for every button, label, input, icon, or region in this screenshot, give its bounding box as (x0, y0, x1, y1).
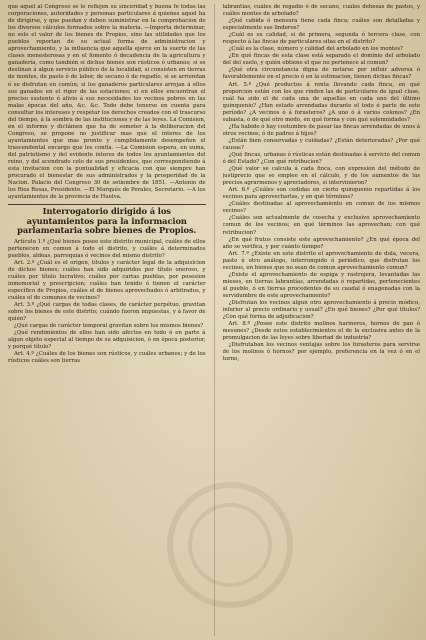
right-paragraph-7: Art. 5.º ¿Qué productos á renta llevando cada finca, en qué proporcion están con los que rinden las de particulares de igual clase, cuál ha sido el de cada una de aquellas en cada uno del último quinquenio? ¿Han estado arrendadas durante el todo ó parte de este período? ¿A vecinos ó á forasteros? ¿A uno ó á varios colonos? ¿En subasta, ó de qué otro modo, en qué forma y con qué solemnidades? (222, 81, 421, 123)
right-paragraph-11: ¿Qué valor se calcula á cada finca, con expresion del método de justiprecio que se emplee en el cálculo, y de los aumentos de las precios agrarmenos y apreciadores, si intervinieron? (222, 166, 421, 187)
right-paragraph-4: ¿Cuál es la clase, número y calidad del arbolado en los montes? (228, 46, 403, 53)
left-paragraph-3: Art. 2.º ¿Cuál es el origen, títulos y carácter legal de la adquisicion de dichos bienes; cuáles han sido adquiridos por título oneroso, y cuáles por título lucrativo; cuáles por cartas pueblas, por posesion inmemorial y prescripcion; cuáles han tenido ó tienen el carácter específico de Propios, cuáles el de bienes aprovechados ó arbitrados, y cuáles el de comunes de vecinos? (8, 259, 206, 301)
right-paragraph-9: ¿Están bien conservadas y cuidadas? ¿Están deterioradas? ¿Por qué causas? (222, 137, 421, 151)
left-paragraph-5: ¿Qué cargas de carácter temporal gravitan sobre los mismos bienes? (14, 323, 204, 330)
right-paragraph-14: ¿Cuáles son actualmente de cosecha y exclusivo aprovechamiento comun de los vecinos; en qué términos las aprovechan; con qué retribucion? (222, 215, 421, 236)
column-divider (214, 4, 215, 636)
right-paragraph-12: Art. 6.º ¿Cuáles son cedidas en cierto quinquenio repartidas á los vecinos para aprovecharlas, y en qué términos? (222, 187, 421, 201)
right-paragraph-17: ¿Existe el aprovechamiento de espiga y rastrojera, levantadas las mieses, en tierras labrantías, arrendadas ó repartidas, pertenecientes al pueblo, ó en tierras procedentes de su caudal ó enagenadas con la servidumbre de este aprovechamiento? (222, 271, 421, 299)
left-column (8, 4, 206, 636)
right-paragraph-15: ¿En qué frutos consiste este aprovechamiento? ¿En qué época del año se verifica, y por cuánto tiempo? (222, 236, 421, 250)
right-paragraph-10: ¿Qué fincas, urbanas ó rústicas están destinadas á servicio del comun ó del Estado? ¿Con qué retribucion? (222, 151, 421, 166)
page-columns (8, 4, 420, 636)
right-paragraph-1: labrantías, cuáles de regadío ó de secano, cuáles dehesas de pastos, y cuáles montes de arbolado? (222, 4, 421, 18)
left-paragraph-1: que aquel al Congreso se le reflejen su sinceridad y buena fe todas las corporaciones, autoridades y personas particulares á quienes aquel ha de dirigirse, y que puedan y deben suministrar en la comprobacion de los diversos cálculos formados sobre la materia. —Importa determinar, no solo el valor de los bienes de Propios, sino las utilidades que los pueblos reportan de su actual forma de administracion y aprovechamiento, y la influencia que aquella ejerce en la suerte de las clases menesterosas y en el fomento ó decadencia de la agricultura y ganadería, como también si dichos bienes son rústicos ó urbanos; si se destinan á algun servicio público de la localidad, si consisten en tierras de montes, de pasto ó de labor, de secano ó de regadío, si se arriendan ó se disfrutan en común; si los ganaderos particulares arrojan á ellos sus ganados en el rigor de las estaciones; si en ellos encuentran el preciso sustento ó alivio á sus necesidades los vecinos pobres en las malas épocas del año, &c. &c. Todo debe tenerse en cuenta para consultar los intereses y respetar los derechos creados con el trascurso del tiempo, á la sombra de las instituciones y de las leyes. La Comision, en el informe y dictámen que ha de someter á la deliberacion del Congreso, se propone no justificar mas que el interes de los ayuntamientos que mas pronto y cumplidamente desempeñen el trascendental encargo que les confía. —La Comision espera, en suma, del patriotismo y del evidente interes de todos los ayuntamientos del reino, y del acendrado celo de sus presidentes, que correspondiendo á esta invitacion con la puntualidad y eficacia con que siempre han procurado el bienestar de sus administrados y la prosperidad de la Nacion. Palacio del Congreso 30 de setiembre de 1851. —Antonio de los Rios Rosas, Presidente. —El Marqués de Perales, Secretario. —A los ayuntamientos de la provincia de Huelva. (8, 4, 206, 201)
right-paragraph-6: ¿Qué otra circunstancia digna de notarse por influir adversa ó favorablemente en el precio ó en la estimacion, tienen dichas fincas? (222, 67, 421, 81)
right-paragraph-3: ¿Cuál es su calidad, si de primera, segunda ó tercera clase, con respecto á las fincas de particulares sitas en el distrito? (222, 32, 421, 46)
right-paragraph-19: Art. 8.º ¿Posee este distrito molinos harineros, hornos de pan ó mesones? ¿Desde estos establecimientos el de la exclusiva antes de la promulgacion de las leyes sobre libertad de industria? (222, 321, 421, 342)
right-paragraph-18: ¿Disfrutan los vecinos algun otro aprovechamiento á precio módico, inferior al precio ordinario y usual? ¿En qué bienes? ¿Por qué títulos? ¿Con qué forma de adjudicacion? (222, 299, 421, 321)
left-paragraph-4: Art. 3.º ¿Qué cargas de todas clases, de carácter perpétuo, gravitan sobre los bienes de este distrito; cuándo fueron impuestas, y á favor de quién? (8, 301, 206, 323)
left-paragraph-6: ¿Qué rendimientos de ellos han sido afectos en todo ó en parte á algun objeto especial al tiempo de su adquisicion, ó en época posterior, y porqué título? (8, 330, 206, 351)
section-rule (8, 204, 206, 205)
left-paragraph-7: Art. 4.º ¿Cuáles de los bienes son rústicos, y cuáles urbanos; y de los rústicos cuáles son tierras (8, 351, 206, 365)
right-paragraph-8: ¿Ha habido ó hay costumbre de pasar las fincas arrendadas de unos á otros vecinos, ó de padres á hijos? (222, 123, 421, 137)
left-paragraph-2: Artículo 1.º ¿Qué bienes posee este distrito municipal, cuáles de ellos pertenecen en comun á todo el distrito, y cuáles á determinados pueblos, aldeas, parroquias ó vecinos del mismo distrito? (8, 238, 206, 259)
right-paragraph-13: ¿Cuáles destinadas al aprovechamiento en comun de los mismos vecinos? (222, 201, 421, 215)
right-paragraph-20: ¿Disfrutaban los vecinos ventajas sobre los forasteros para servirse de los molinos ó hornos? por ejemplo, preferencia en la vez ó en el turno, (222, 342, 421, 363)
right-column (223, 4, 421, 636)
right-paragraph-2: ¿Qué cabida ó mensura tiene cada finca; cuáles son detalladas y especialmente sus linderos? (222, 18, 421, 32)
right-paragraph-5: ¿En qué fincas de esta clase está separado el dominio del arbolado del del suelo, y quién obtiene el que no pertenece al comun? (222, 53, 421, 67)
section-heading: Interrogatorio dirigido á los ayuntamientos para la informacion parlamentaria sobre bienes de Propios. (17, 206, 197, 236)
right-paragraph-16: Art. 7.º ¿Existe en este distrito el aprovechamiento de dula, vecera, pasto ú otro análogo, interrumpido ó periódico, que disfrutan los vecinos, en bienes que no sean de comun aprovechamiento comun? (222, 250, 421, 271)
